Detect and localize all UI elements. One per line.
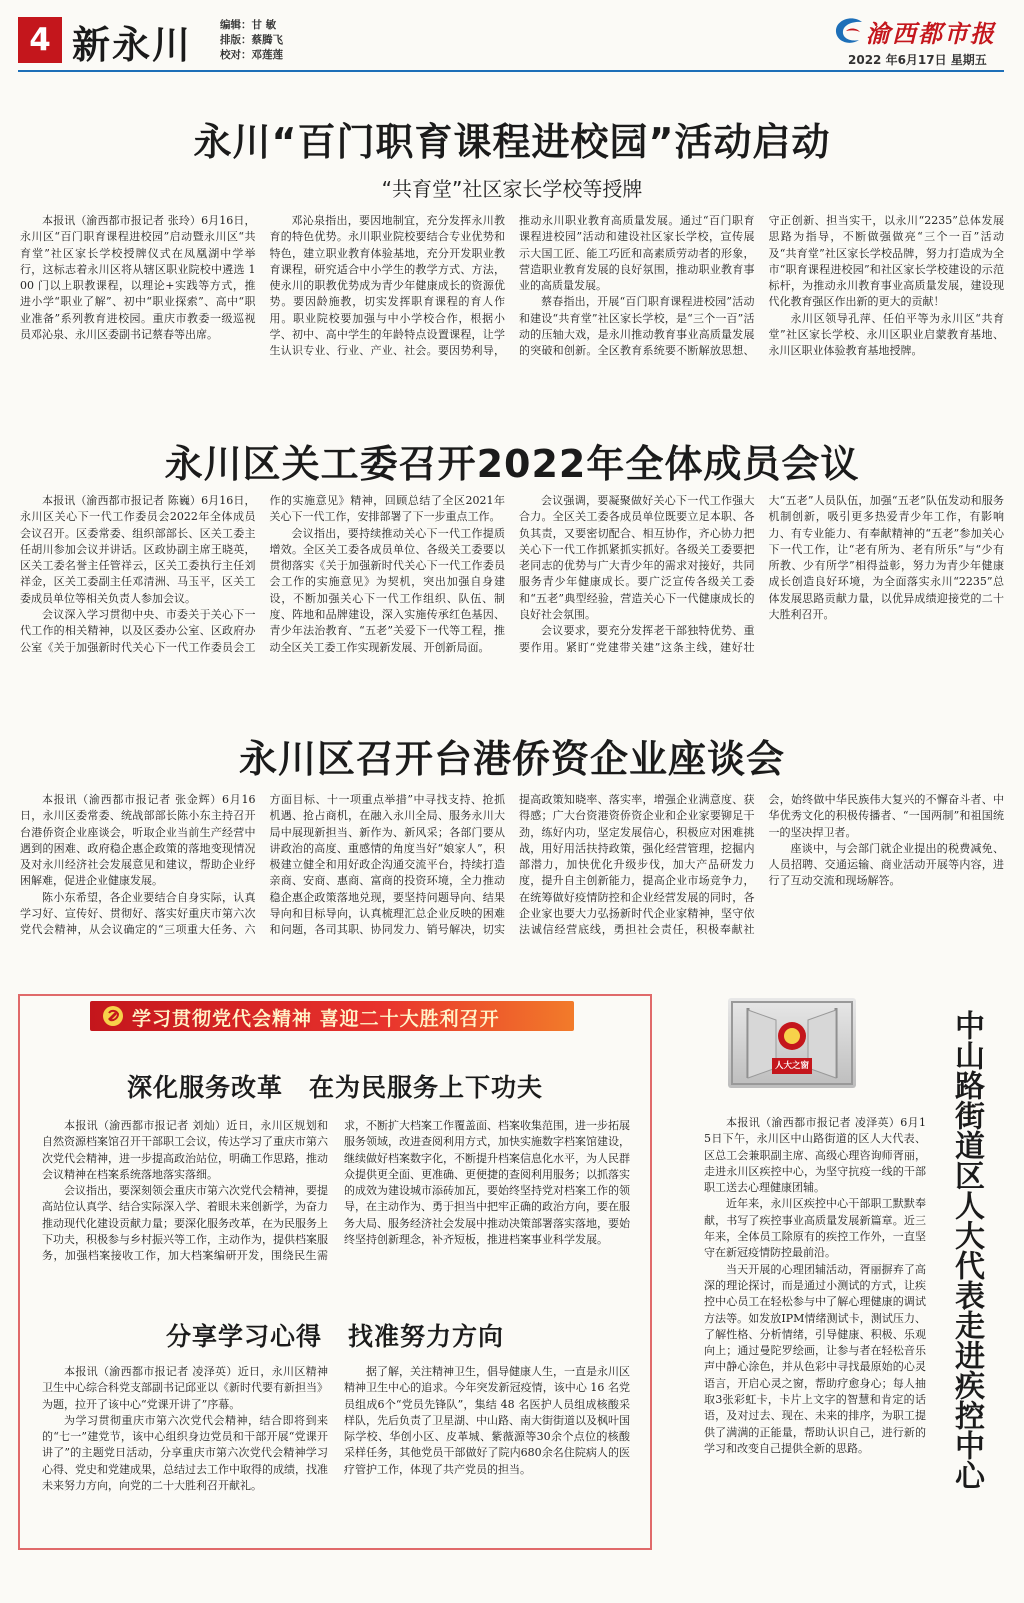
article2-paragraph: 会议要求，要充分发挥老干部独特优势、重要作用。紧盯“党建带关建”这条主线，建好壮大“五老”人员队伍，加强“五老”队伍发动和服务机制创新，吸引更多热爱青少年工作，有影响力、有专业能力、有奉献精神的“五老”参加关心下一代工作，让“老有所为、老有所乐”与“少有所教、少有所学”相得益彰，努力为青少年健康成长创造良好环境，为全面落实永川“2235”总体发展思路贡献力量，以优异成绩迎接党的二十大胜利召开。	[519, 494, 1004, 654]
paper-logo-icon	[832, 16, 866, 46]
proofreader-credit: 校对：邓莲莲	[220, 49, 283, 61]
article5-paragraph: 近年来，永川区疾控中心干部职工默默奉献，书写了疾控事业高质量发展新篇章。近三年来，全体员工除原有的疾控工作外，一直坚守在新冠疫情防控最前沿。	[704, 1197, 926, 1260]
article2-title: 永川区关工委召开2022年全体成员会议	[164, 442, 860, 486]
article3-paragraph: 陈小东希望，各企业要结合自身实际，认真学习好、宣传好、贯彻好、落实好重庆市第六次党代会精神，从会议确定的“三项重大任务、六方面目标、十一项重点举措”中寻找支持、抢抓机遇、抢占商机，在融入永川全局、服务永川大局中展现新担当、新作为、新风采；各部门要从讲政治的高度、重感情的角度当好“娘家人”，积极建立健全和用好政企沟通交流平台，持续打造亲商、安商、惠商、富商的投资环境，全力推动稳企惠企政策落地兑现，要坚持问题导向、结果导向和目标导向，认真梳理汇总企业反映的困难和问题，各司其职、协同发力、销号解决，切实提高政策知晓率、落实率，增强企业满意度、获得感；广大台资港资侨资企业和企业家要铆足干劲，练好内功，坚定发展信心，积极应对困难挑战，用好用活扶持政策，强化经营管理，挖掘内部潜力，加快优化升级步伐，加大产品研发力度，提升自主创新能力，提高企业市场竞争力，在统筹做好疫情防控和企业经营发展的同时，各企业家也要大力弘扬新时代企业家精神，坚守依法诚信经营底线，勇担社会责任，积极奉献社会，始终做中华民族伟大复兴的不懈奋斗者、中华优秀文化的积极传播者、“一国两制”和祖国统一的坚决捍卫者。	[20, 793, 1004, 937]
article1-paragraph: 邓沁泉指出，要因地制宜，充分发挥永川教育的特色优势。永川职业院校要结合专业优势和特色，建立职业教育体验基地，充分开发职业教育课程，研究适合中小学生的教学方式、方法，使永川的职教优势成为青少年健康成长的资源优势。要因龄施教，切实发挥职育课程的育人作用。职业院校要加强与中小学校合作，根据小学、初中、高中学生的年龄特点设置课程，让学生认识专业、行业、产业、社会。要因势利导，推动永川职业教育高质量发展。通过“百门职育课程进校园”活动和建设社区家长学校，宣传展示大国工匠、能工巧匠和高素质劳动者的形象，营造职业教育发展的良好氛围，推动职业教育事业的高质量发展。	[269, 214, 755, 358]
article1-body	[20, 213, 1004, 395]
page-number: 4	[29, 22, 51, 58]
article2-body	[20, 493, 1004, 691]
typesetter-credit: 排版：蔡腾飞	[220, 34, 283, 46]
header-rule	[18, 70, 1004, 72]
feature-story2-title: 分享学习心得 找准努力方向	[165, 1322, 504, 1351]
feature-banner-text: 学习贯彻党代会精神 喜迎二十大胜利召开	[132, 1008, 500, 1030]
article1-subtitle: “共育堂”社区家长学校等授牌	[381, 177, 643, 201]
window-emblem-icon	[728, 998, 856, 1088]
article5-body	[704, 1115, 926, 1555]
feature-story1-body	[42, 1118, 630, 1298]
article3-title: 永川区召开台港侨资企业座谈会	[238, 737, 785, 781]
article5-paragraph: 当天开展的心理团辅活动，胥丽摒弃了高深的理论探讨，而是通过小测试的方式，让疾控中心员工在轻松参与中了解心理健康的调试方法等。如发放IPM情绪测试卡，测试压力、了解性格、分析情绪，引导健康、积极、乐观向上；通过曼陀罗绘画，让参与者在轻松音乐声中静心涂色，并从色彩中寻找最原始的心灵语言，开启心灵之窗，帮助疗愈身心；每人抽取3张彩虹卡，卡片上文字的智慧和肯定的话语，及对过去、现在、未来的排序，为职工提供了满满的正能量，帮助认识自己，进行新的学习和改变自己提供全新的思路。	[704, 1262, 926, 1455]
article3-paragraph: 本报讯（渝西都市报记者 张金辉）6月16日，永川区委常委、统战部部长陈小东主持召开台港侨资企业座谈会，听取企业当前生产经营中遇到的困难、政府稳企惠企政策的落地变现情况及对永川经济社会发展意见和建议，帮助企业纾困解难，促进企业健康发展。	[20, 793, 256, 888]
article2-paragraph: 会议指出，要持续推动关心下一代工作提质增效。全区关工委各成员单位、各级关工委要以贯彻落实《关于加强新时代关心下一代工作委员会工作的实施意见》为契机，突出加强自身建设，不断加强关心下一代工作组织、队伍、制度、阵地和品牌建设，深入实施传承红色基因、青少年法治教育、“五老”关爱下一代等工程，推动全区关工委工作实现新发展、开创新局面。	[269, 526, 505, 654]
article1-paragraph: 蔡春指出，开展“百门职育课程进校园”活动和建设“共育堂”社区家长学校，是“三个一百”活动的压轴大戏，是永川推动教育事业高质量发展的突破和创新。全区教育系统要不断解放思想、守正创新、担当实干，以永川“2235”总体发展思路为指导，不断做强做亮“三个一百”活动及“共育堂”社区家长学校品牌，努力打造成为全市“职育课程进校园”和社区家长学校建设的示范标杆，为推动永川教育事业高质量发展，建设现代化教育强区作出新的更大的贡献！	[519, 214, 1004, 358]
paper-name: 渝西都市报	[866, 19, 996, 48]
feature-banner	[90, 1001, 574, 1031]
issue-date: 2022 年6月17日 星期五	[848, 53, 987, 67]
editor-credit: 编辑：甘 敏	[220, 19, 277, 31]
feature-story1-title: 深化服务改革 在为民服务上下功夫	[126, 1073, 543, 1102]
page-name: 新永川	[72, 23, 193, 67]
article5-title: 中山路街道区人大代表走进疾控中心	[949, 1010, 984, 1490]
paper-logo	[832, 14, 1002, 48]
renda-window-label: 人大之窗	[774, 1061, 809, 1071]
article1-paragraph: 本报讯（渝西都市报记者 张玲）6月16日，永川区“百门职育课程进校园”启动暨永川区“共育堂”社区家长学校授牌仪式在凤凰湖中学举行，这标志着永川区将从辖区职业院校中遴选 100 门以上职教课程，以理论+实践等方式，推进小学“职业了解”、初中“职业探索”、高中“职业准备”系列教育进校园。重庆市教委一级巡视员邓沁泉、永川区委副书记蔡春等出席。	[20, 214, 256, 342]
article1-title: 永川“百门职育课程进校园”活动启动	[193, 120, 831, 164]
article2-paragraph: 会议深入学习贯彻中央、市委关于关心下一代工作的相关精神，以及区委办公室、区政府办公室《关于加强新时代关心下一代工作委员会工作的实施意见》精神，回顾总结了全区2021年关心下一代工作，安排部署了下一步重点工作。	[20, 494, 505, 654]
feature-story1-paragraph: 本报讯（渝西都市报记者 刘灿）近日，永川区规划和自然资源档案馆召开干部职工会议，传达学习了重庆市第六次党代会精神，进一步提高政治站位，明确工作思路，推动会议精神在档案系统落地落实落细。	[42, 1119, 328, 1181]
article2-paragraph: 本报讯（渝西都市报记者 陈巍）6月16日，永川区关心下一代工作委员会2022年全体成员会议召开。区委常委、组织部部长、区关工委主任胡川参加会议并讲话。区政协副主席王晓英，区关工委名誉主任管祥云，区关工委执行主任刘祥金，区关工委副主任邓清洲、马玉平，区关工委成员单位等相关负责人参加会议。	[20, 494, 256, 605]
article3-body	[20, 792, 1004, 956]
article3-paragraph: 座谈中，与会部门就企业提出的税费减免、人员招聘、交通运输、商业活动开展等内容，进行了互动交流和现场解答。	[768, 841, 1004, 888]
party-emblem-icon	[102, 1005, 124, 1027]
feature-story2-paragraph: 为学习贯彻重庆市第六次党代会精神，结合即将到来的“七一”建党节，该中心组织身边党员和干部开展“党课开讲了”的主题党日活动，分享重庆市第六次党代会精神学习心得、党史和党建成果，总结过去工作中取得的成绩，找准未来努力方向，向党的二十大胜利召开献礼。	[42, 1413, 328, 1493]
credits	[220, 18, 283, 63]
page-number-box	[18, 17, 62, 63]
feature-story1-paragraph: 会议指出，要深刻领会重庆市第六次党代会精神，要提高站位认真学、结合实际深入学、着眼未来创新学，为奋力推动现代化建设贡献力量；要深化服务改革，在为民服务上下功夫，积极参与乡村振兴等工作，主动作为，提供档案服务，加强档案接收工作，加大档案编研开发，围绕民生需求，不断扩大档案工作覆盖面、档案收集范围，进一步拓展服务领域，改进查阅利用方式，加快实施数字档案馆建设，继续做好档案数字化，不断提升档案信息化水平，为人民群众提供更全面、更准确、更便捷的查阅利用服务；以抓落实的成效为建设城市添砖加瓦，要始终坚持党对档案工作的领导，在主动作为、勇于担当中把牢正确的政治方向，要在服务大局、服务经济社会发展中推动决策部署落实落地，要始终坚持创新理念，补齐短板，推进档案事业科学发展。	[42, 1119, 630, 1263]
feature-story2-paragraph: 本报讯（渝西都市报记者 凌泽英）近日，永川区精神卫生中心综合科党支部副书记邱亚以《新时代要有新担当》为题，拉开了该中心“党课开讲了”序幕。	[42, 1365, 328, 1411]
feature-story2-paragraph: 据了解，关注精神卫生，倡导健康人生，一直是永川区精神卫生中心的追求。今年突发新冠疫情，该中心 16 名党员组成6个“党员先锋队”，集结 48 名医护人员组成核酸采样队，先后负责了卫星湖、中山路、南大街街道以及枫叶国际学校、华创小区、皮革城、紫薇源等30余个点位的核酸采样任务，其他党员干部做好了院内680余名住院病人的医疗管护工作，体现了共产党员的担当。	[344, 1365, 630, 1476]
article1-paragraph: 永川区领导孔萍、任伯平等为永川区“共育堂”社区家长学校、永川区职业启蒙教育基地、永川区职业体验教育基地授牌。	[768, 311, 1004, 358]
renda-window-badge	[728, 998, 856, 1088]
feature-story2-body	[42, 1364, 630, 1536]
article2-paragraph: 会议强调，要凝聚做好关心下一代工作强大合力。全区关工委各成员单位既要立足本职、各负其责，又要密切配合、相互协作，齐心协力把关心下一代工作抓紧抓实抓好。各级关工委要把老同志的优势与广大青少年的需求对接好，共同服务青少年健康成长。要广泛宣传各级关工委和“五老”典型经验，营造关心下一代健康成长的良好社会氛围。	[519, 494, 755, 622]
article5-paragraph: 本报讯（渝西都市报记者 凌泽英）6月15日下午，永川区中山路街道的区人大代表、区总工会兼职副主席、高级心理咨询师胥丽，走进永川区疾控中心，为坚守抗疫一线的干部职工送去心理健康团辅。	[704, 1116, 926, 1195]
